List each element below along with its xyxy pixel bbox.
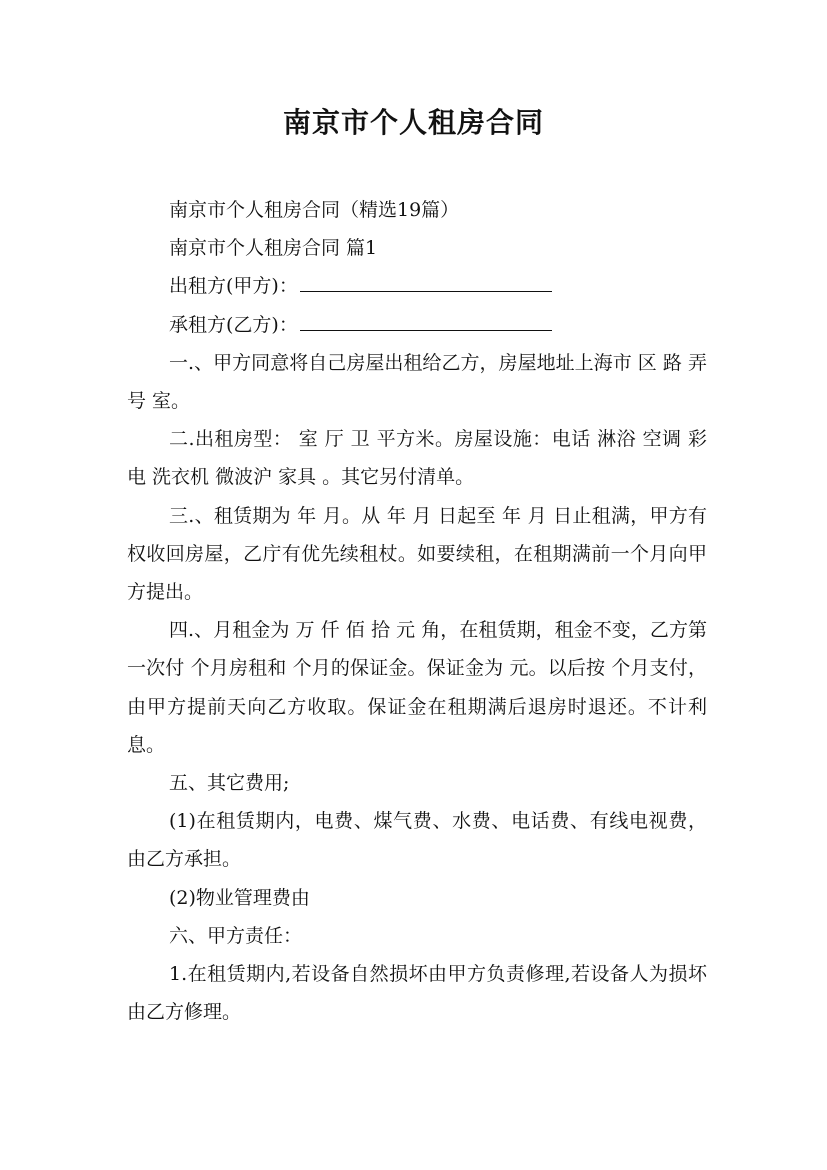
paragraph-section-heading: 南京市个人租房合同 篇1 — [169, 237, 378, 260]
lessor-label: 出租方(甲方)： — [169, 275, 298, 298]
paragraph-clause-6-1: 1.在租赁期内,若设备自然损坏由甲方负责修理,若设备人为损坏由乙方修理。 — [127, 963, 707, 1024]
paragraph-clause-5-2: (2)物业管理费由 — [169, 886, 310, 909]
document-title: 南京市个人租房合同 — [282, 106, 544, 139]
document-body — [127, 191, 707, 1031]
lessee-label: 承租方(乙方)： — [169, 313, 298, 336]
paragraph-clause-5-1: (1)在租赁期内，电费、煤气费、水费、电话费、有线电视费，由乙方承担。 — [127, 810, 707, 871]
paragraph-clause-1: 一.、甲方同意将自己房屋出租给乙方，房屋地址上海市 区 路 弄 号 室。 — [127, 351, 707, 413]
paragraph-clause-3: 三.、租赁期为 年 月。从 年 月 日起至 年 月 日止租满，甲方有权收回房屋，乙庁有优先续租杖。如要续租，在租期满前一个月向甲方提出。 — [127, 504, 707, 604]
lessee-blank-line — [300, 308, 552, 331]
lessor-blank-line — [300, 269, 552, 292]
paragraph-clause-4: 四.、月租金为 万 仟 佰 拾 元 角，在租赁期，租金不变，乙方第一次付 个月房租和 个月的保证金。保证金为 元。以后按 个月支付， 由甲方提前天向乙方收取。保证金在租期满后退房时退还。不计利息。 — [127, 619, 707, 756]
paragraph-clause-2: 二.出租房型： 室 厅 卫 平方米。房屋设施：电话 淋浴 空调 彩电 洗衣机 微波沪 家具 。其它另付清单。 — [127, 428, 707, 489]
paragraph-lessee — [127, 306, 707, 344]
paragraph-lessor — [127, 267, 707, 305]
paragraph-clause-6: 六、甲方责任： — [169, 924, 303, 947]
paragraph-subtitle: 南京市个人租房合同（精选19篇） — [169, 199, 460, 221]
paragraph-clause-5: 五、其它费用; — [169, 772, 290, 795]
